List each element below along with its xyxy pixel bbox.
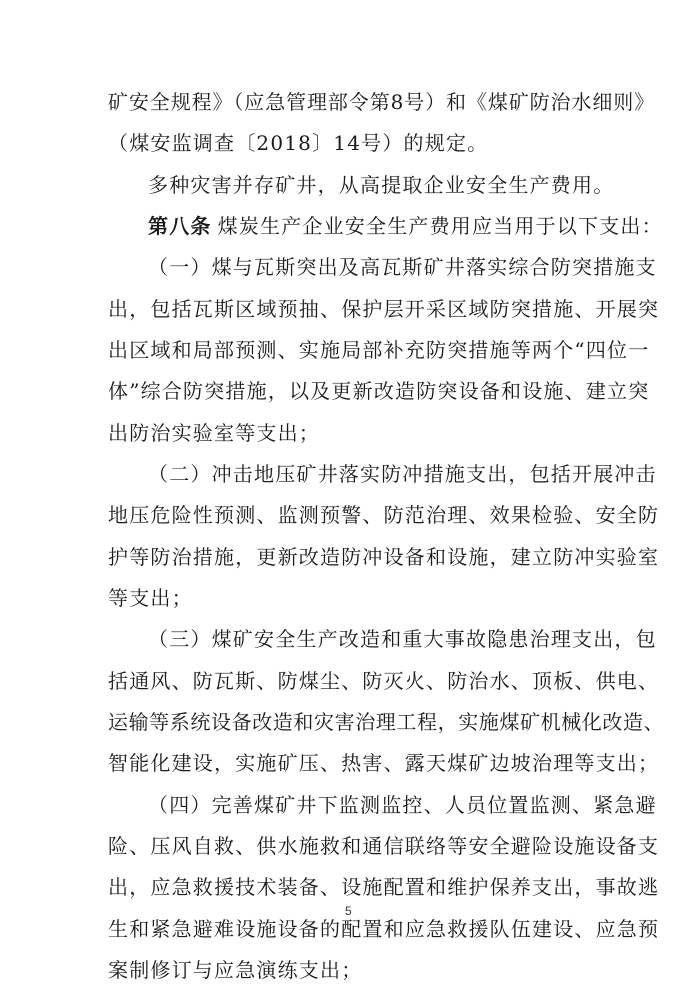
text-line: （四）完善煤矿井下监测监控、人员位置监测、紧急避 (148, 792, 657, 817)
text-line: 多种灾害并存矿井，从高提取企业安全生产费用。 (148, 172, 615, 197)
text-line: 出区域和局部预测、实施局部补充防突措施等两个“四位一 (108, 338, 650, 362)
text-line: （二）冲击地压矿井落实防冲措施支出，包括开展冲击 (148, 462, 657, 486)
text-line: 护等防治措施，更新改造防冲设备和设施，建立防冲实验室 (108, 544, 660, 569)
text-line: 智能化建设，实施矿压、热害、露天煤矿边坡治理等支出； (108, 751, 660, 776)
text-line: 出防治实验室等支出； (108, 420, 320, 445)
article-text: 煤炭生产企业安全生产费用应当用于以下支出： (217, 214, 663, 238)
text-line: （一）煤与瓦斯突出及高瓦斯矿井落实综合防突措施支 (148, 255, 657, 280)
text-line: 括通风、防瓦斯、防煤尘、防灭火、防治水、顶板、供电、 (108, 668, 660, 693)
text-line: 案制修订与应急演练支出； (108, 958, 363, 982)
text-line: 地压危险性预测、监测预警、防范治理、效果检验、安全防 (108, 503, 660, 528)
text-line: 险、压风自救、供水施救和通信联络等安全避险设施设备支 (108, 834, 660, 858)
article-heading-line (148, 216, 663, 236)
text-line: 体”综合防突措施，以及更新改造防突设备和设施、建立突 (108, 379, 650, 404)
text-line: 生和紧急避难设施设备的配置和应急救援队伍建设、应急预 (108, 916, 660, 941)
article-number: 第八条 (148, 214, 212, 238)
text-line: 出，包括瓦斯区域预抽、保护层开采区域防突措施、开展突 (108, 296, 660, 321)
text-line: 出，应急救援技术装备、设施配置和维护保养支出，事故逃 (108, 875, 660, 900)
text-line: （三）煤矿安全生产改造和重大事故隐患治理支出，包 (148, 627, 657, 652)
text-line: 矿安全规程》（应急管理部令第8号）和《煤矿防治水细则》 (108, 90, 656, 114)
text-line: 运输等系统设备改造和灾害治理工程，实施煤矿机械化改造、 (108, 710, 665, 734)
text-line: 等支出； (108, 586, 193, 610)
text-line: （煤安监调查〔2018〕14号）的规定。 (108, 131, 489, 156)
page-number: 5 (345, 904, 352, 918)
